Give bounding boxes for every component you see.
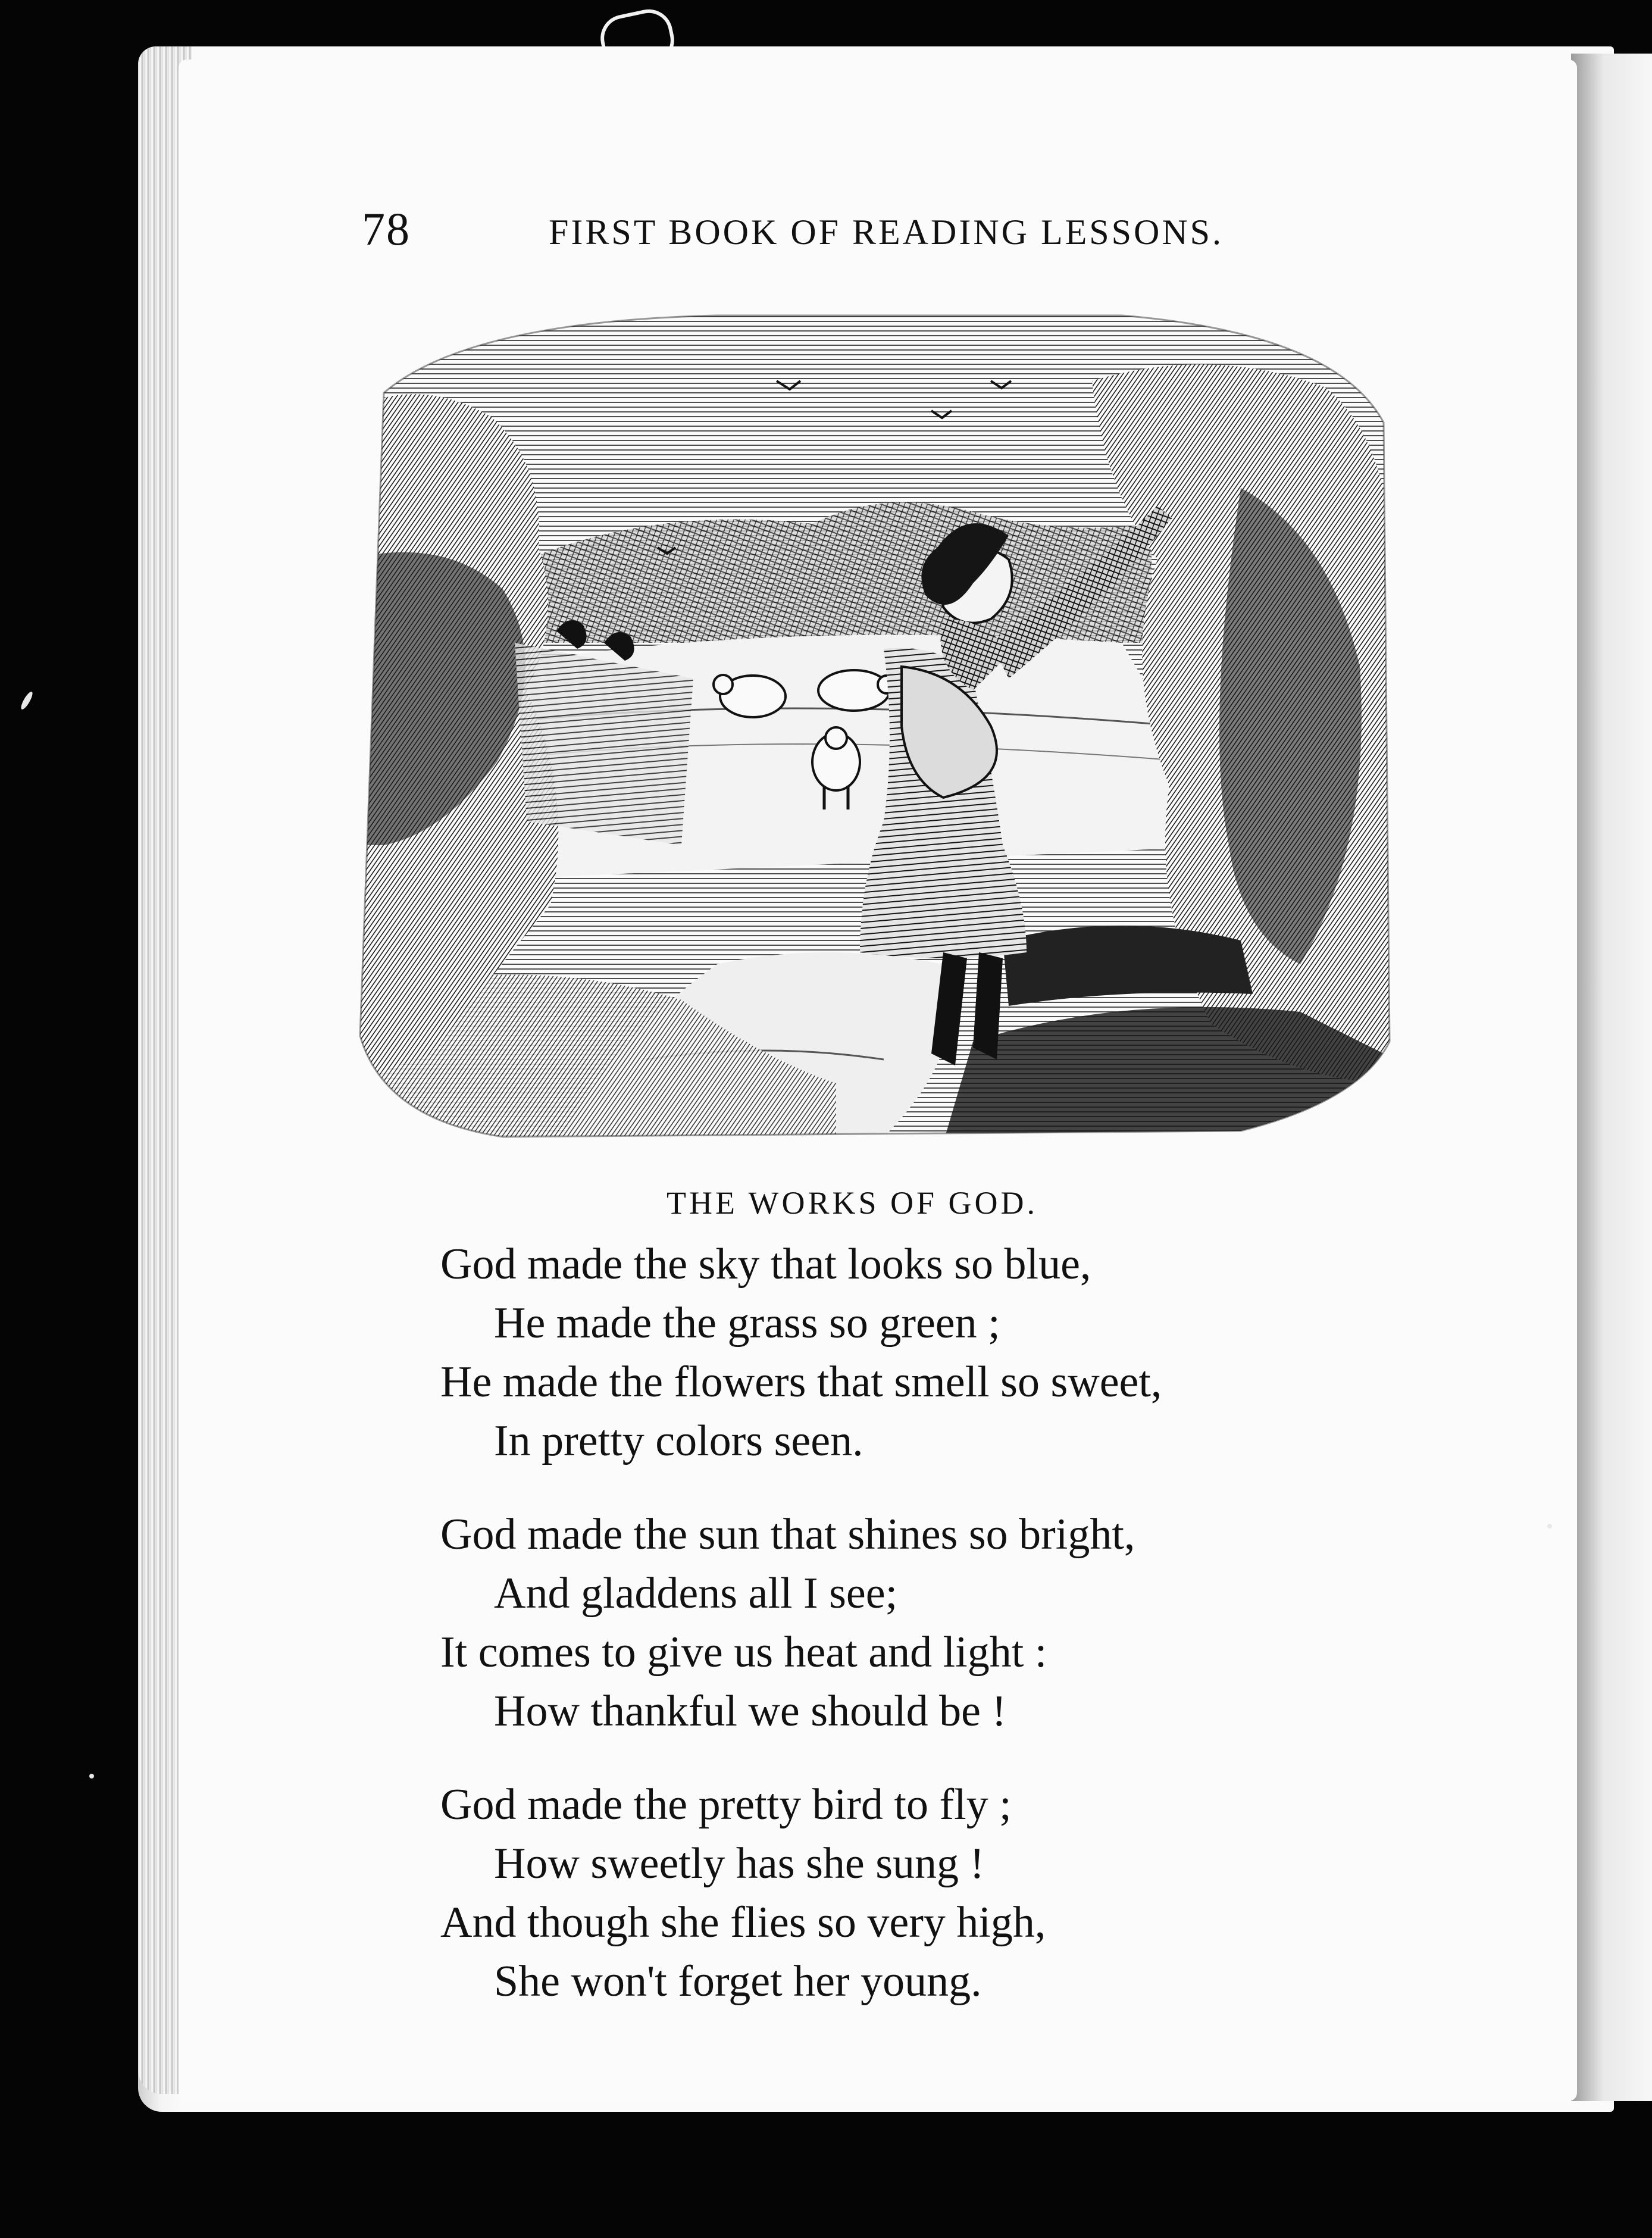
poem-line: God made the sun that shines so bright,	[440, 1510, 1135, 1559]
stanza	[440, 1505, 1333, 1741]
poem-title: THE WORKS OF GOD.	[667, 1185, 1038, 1221]
poem-line: How thankful we should be !	[494, 1687, 1007, 1736]
engraving-girl-picking-flowers-icon	[348, 310, 1396, 1143]
scan-speck	[89, 1774, 94, 1778]
scan-speck	[1547, 1524, 1552, 1529]
poem-line: He made the flowers that smell so sweet,	[440, 1358, 1162, 1406]
poem-body	[440, 1235, 1333, 2046]
poem-line: It comes to give us heat and light :	[440, 1628, 1047, 1677]
poem-line: How sweetly has she sung !	[494, 1839, 985, 1888]
poem-line: God made the sky that looks so blue,	[440, 1240, 1091, 1289]
poem-line: And though she flies so very high,	[440, 1898, 1046, 1947]
facing-page-edge	[1571, 54, 1652, 2101]
page-number: 78	[362, 203, 411, 255]
poem-line: He made the grass so green ;	[494, 1299, 1000, 1348]
stanza	[440, 1235, 1333, 1471]
poem-line: And gladdens all I see;	[494, 1569, 898, 1618]
running-head: FIRST BOOK OF READING LESSONS.	[549, 212, 1224, 252]
stanza	[440, 1776, 1333, 2011]
poem-line: She won't forget her young.	[494, 1957, 982, 2006]
poem-line: God made the pretty bird to fly ;	[440, 1780, 1012, 1829]
poem-line: In pretty colors seen.	[494, 1417, 863, 1465]
